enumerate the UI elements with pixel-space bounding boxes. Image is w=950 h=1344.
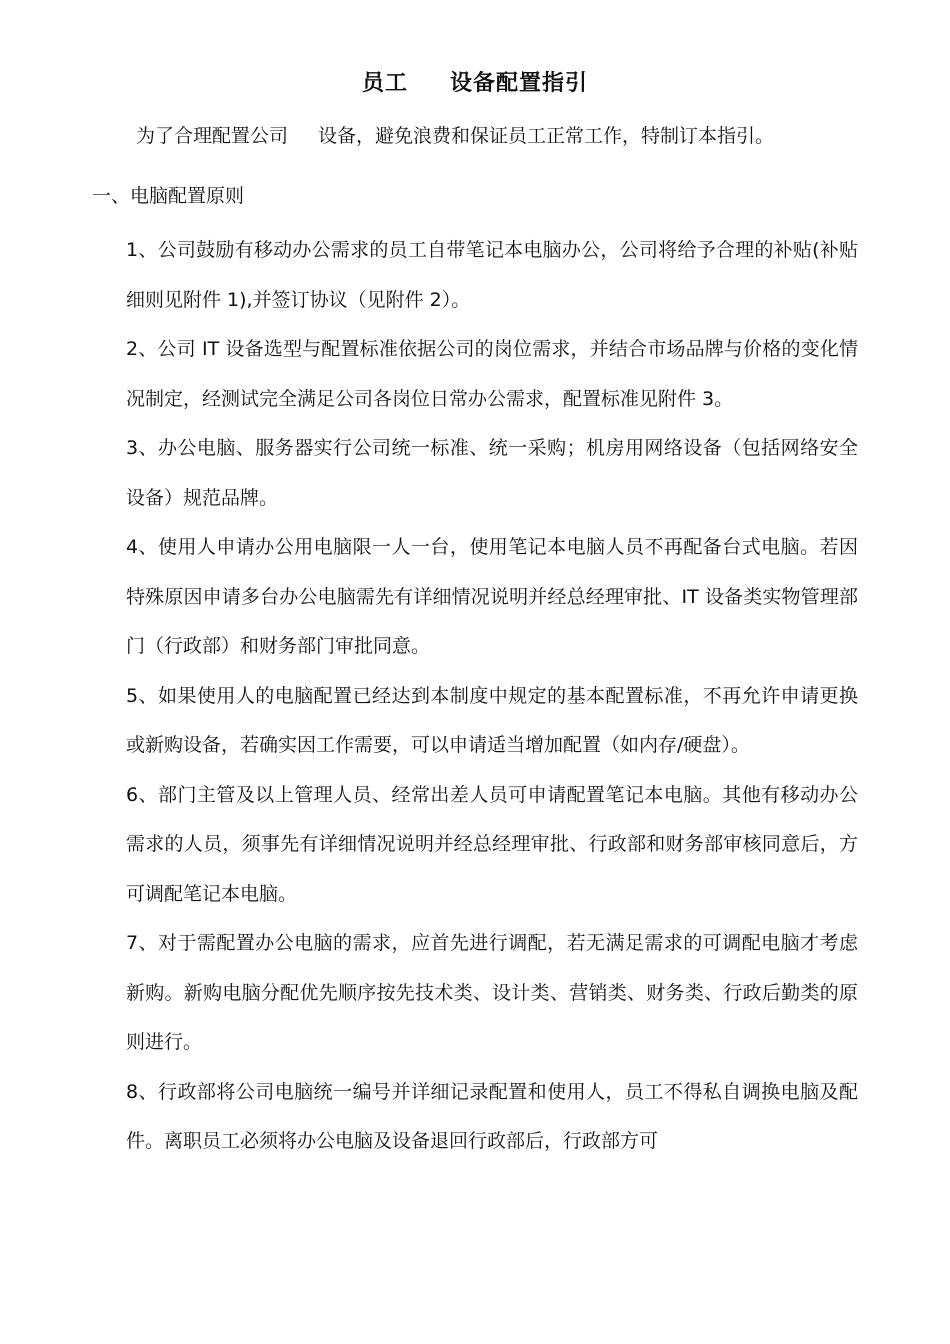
intro-paragraph [136,121,774,148]
document-title [0,66,950,97]
title-part1: 员工 [361,71,408,96]
list-item: 5、如果使用人的电脑配置已经达到本制度中规定的基本配置标准，不再允许申请更换或新购设备，若确实因工作需要，可以申请适当增加配置（如内存/硬盘）。 [126,684,858,756]
list-item: 2、公司 IT 设备选型与配置标准依据公司的岗位需求，并结合市场品牌与价格的变化情况制定，经测试完全满足公司各岗位日常办公需求，配置标准见附件 3。 [126,338,858,410]
title-part2: 设备配置指引 [450,71,589,96]
intro-part1: 为了合理配置公司 [136,125,289,147]
list-item: 6、部门主管及以上管理人员、经常出差人员可申请配置笔记本电脑。其他有移动办公需求的人员，须事先有详细情况说明并经总经理审批、行政部和财务部审核同意后，方可调配笔记本电脑。 [126,783,858,905]
list-item: 3、办公电脑、服务器实行公司统一标准、统一采购；机房用网络设备（包括网络安全设备）规范品牌。 [126,437,858,509]
list-item: 1、公司鼓励有移动办公需求的员工自带笔记本电脑办公，公司将给予合理的补贴(补贴细则见附件 1),并签订协议（见附件 2）。 [126,239,858,311]
section-heading: 一、电脑配置原则 [92,185,245,207]
item-list [126,226,858,1167]
list-item: 8、行政部将公司电脑统一编号并详细记录配置和使用人，员工不得私自调换电脑及配件。离职员工必须将办公电脑及设备退回行政部后，行政部方可 [126,1080,858,1152]
list-item: 7、对于需配置办公电脑的需求，应首先进行调配，若无满足需求的可调配电脑才考虑新购。新购电脑分配优先顺序按先技术类、设计类、营销类、财务类、行政后勤类的原则进行。 [126,932,858,1053]
intro-part2: 设备，避免浪费和保证员工正常工作，特制订本指引。 [318,125,775,147]
list-item: 4、使用人申请办公用电脑限一人一台，使用笔记本电脑人员不再配备台式电脑。若因特殊原因申请多台办公电脑需先有详细情况说明并经总经理审批、IT 设备类实物管理部门（行政部）和财务部门审批同意。 [126,536,858,657]
